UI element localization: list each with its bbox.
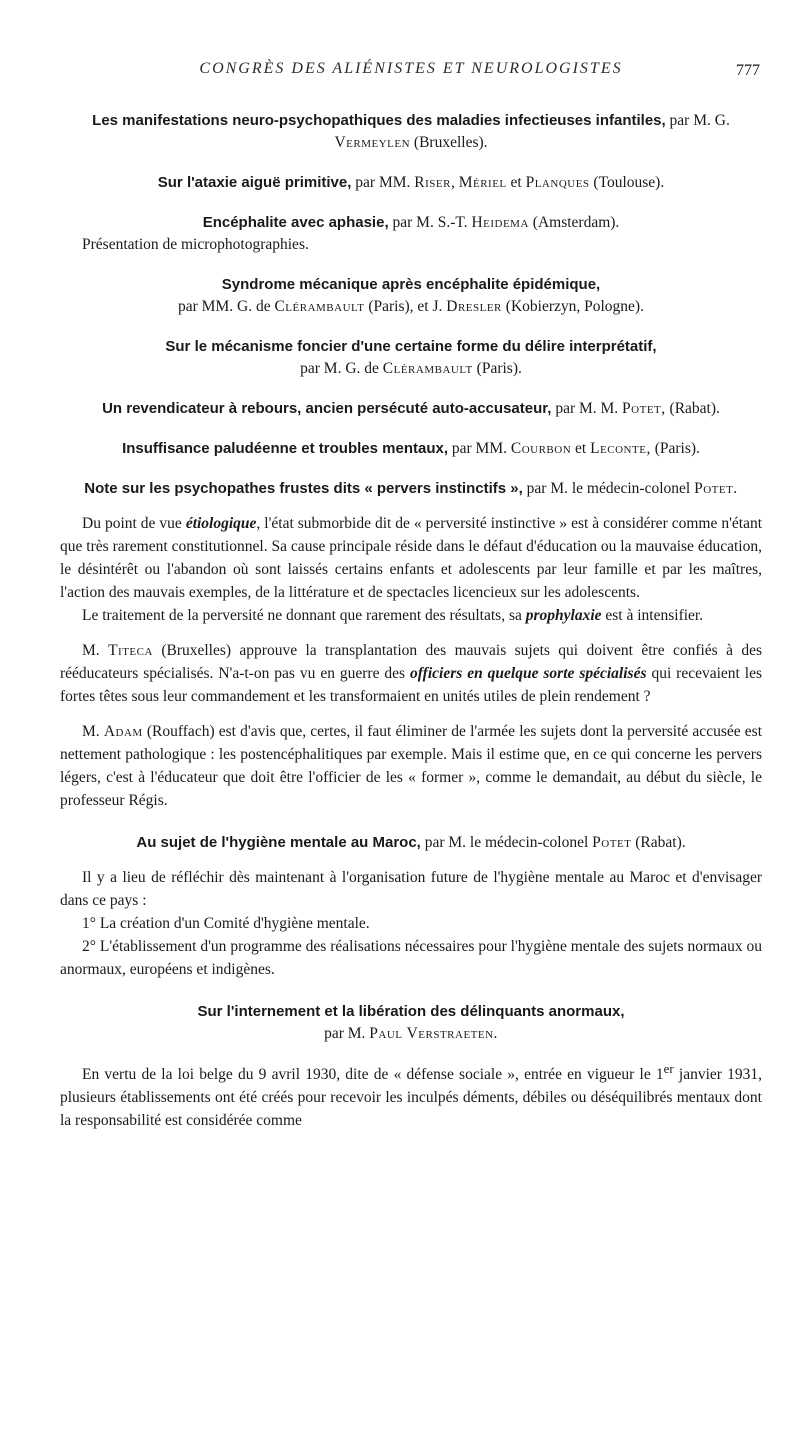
paragraph: Il y a lieu de réfléchir dès maintenant à l'organisation future de l'hygiène mentale au Maroc et d'envisager dans ce pays :: [60, 869, 762, 909]
emphasis: officiers en quelque sorte spécialisés: [410, 665, 647, 682]
entry-author: Mériel: [458, 174, 507, 191]
list-item: 2° L'établissement d'un programme des réalisations nécessaires pour l'hygiène mentale des sujets normaux ou anormaux, européens et indigènes.: [60, 938, 762, 978]
text-run: janvier 1931, plusieurs établissements ont été créés pour recevoir les inculpés déments, débiles ou déséquilibrés mentaux dont la responsabilité est considérée comme: [60, 1066, 762, 1130]
person-name: Régis.: [128, 792, 168, 809]
communication-entry: [60, 438, 762, 460]
entry-by: par MM. G. de: [178, 298, 271, 315]
text-run: (Bruxelles) approuve la transplantation des mauvais sujets qui doivent être confiés à des rééducateurs spécialisés. N'a-t-on pas vu en guerre des: [60, 642, 763, 682]
communication-entry: [60, 110, 762, 154]
text-run: En vertu de la loi belge du 9 avril 1930, dite de « défense sociale », entrée en vigueur le 1: [82, 1066, 664, 1084]
entry-place: (Kobierzyn, Pologne).: [505, 298, 644, 315]
emphasis: étiologique: [185, 515, 257, 532]
text-run: Le traitement de la perversité ne donnant que rarement des résultats, sa: [82, 607, 522, 624]
entry-title: Sur l'internement et la libération des délinquants anormaux,: [197, 1003, 625, 1020]
person-name: Titeca: [108, 642, 153, 659]
entry-place: (Paris), et J.: [368, 298, 443, 315]
entry-by: par M. M.: [555, 400, 619, 417]
entry-author: Potet,: [622, 400, 666, 417]
communication-entry: [60, 832, 762, 854]
entry-by: par M. G.: [669, 112, 730, 129]
entry-by: par M. le médecin-colonel: [424, 834, 589, 851]
maroc-body: [60, 866, 762, 981]
pervers-discussion: [60, 512, 762, 812]
entry-author: Potet.: [694, 480, 738, 497]
entry-author: Potet: [592, 834, 632, 851]
entry-title: Note sur les psychopathes frustes dits « pervers instinctifs »,: [84, 480, 523, 497]
paragraph: [60, 1057, 762, 1132]
superscript: er: [663, 1061, 674, 1076]
paragraph: [60, 512, 762, 604]
person-name: Adam: [103, 723, 143, 740]
entry-author: Planques: [525, 174, 590, 191]
running-title: CONGRÈS DES ALIÉNISTES ET NEUROLOGISTES: [199, 60, 623, 77]
text-run: Du point de vue: [82, 515, 182, 532]
paragraph: [60, 639, 762, 708]
communication-entry: [60, 478, 762, 500]
entry-place: (Rabat).: [635, 834, 686, 851]
entry-title: Sur l'ataxie aiguë primitive,: [157, 174, 352, 191]
entry-author: Leconte,: [590, 440, 651, 457]
entry-title: Syndrome mécanique après encéphalite épidémique,: [221, 276, 601, 293]
text-run: M.: [82, 642, 100, 659]
entry-place: (Bruxelles).: [413, 134, 488, 151]
page-number: 777: [736, 62, 760, 79]
entry-by: par M. G. de: [300, 360, 379, 377]
entry-place: (Paris).: [476, 360, 522, 377]
entry-place: (Paris).: [654, 440, 700, 457]
entry-and: et: [575, 440, 587, 457]
communication-entry: [60, 398, 762, 420]
entry-title: Insuffisance paludéenne et troubles mentaux,: [122, 440, 448, 457]
entry-by: par M. S.-T.: [392, 214, 468, 231]
entry-author: Clérambault: [382, 360, 473, 377]
entry-and: et: [510, 174, 522, 191]
entry-place: (Toulouse).: [593, 174, 665, 191]
entry-author: Dresler: [446, 298, 502, 315]
text-run: , l'état submorbide dit de « perversité instinctive » est à considérer comme n'étant que très rarement constitutionnel. Sa cause principale réside dans le défaut d'éducation ou la mauvaise éducation, le désintérêt ou l'abandon où sont laissés certains enfants et adolescents par leur famille et par les maîtres, l'action des mauvais exemples, de la littérature et de spectacles licencieux sur les adolescents.: [60, 515, 763, 601]
page-header: [60, 56, 762, 92]
entry-title: Un revendicateur à rebours, ancien persécuté auto-accusateur,: [102, 400, 552, 417]
entry-author: Heidema: [471, 214, 529, 231]
communication-entry: Sur l'ataxie aiguë primitive, par MM. Riser, Mériel et Planques (Toulouse).: [157, 174, 665, 191]
entry-place: (Rabat).: [669, 400, 720, 417]
list-item: 1° La création d'un Comité d'hygiène mentale.: [82, 915, 370, 932]
entry-author: Courbon: [510, 440, 572, 457]
entry-by: par MM.: [451, 440, 507, 457]
communication-entry: [60, 1001, 762, 1045]
entry-by: par MM.: [355, 174, 411, 191]
entry-author: Vermeylen: [334, 134, 411, 151]
entry-by: par M.: [324, 1025, 366, 1042]
paragraph: [60, 604, 762, 627]
communication-entry: [60, 212, 762, 256]
entry-title: Les manifestations neuro-psychopathiques des maladies infectieuses infantiles,: [92, 112, 666, 129]
entry-by: par M. le médecin-colonel: [526, 480, 691, 497]
communication-entry: [60, 274, 762, 318]
emphasis: prophylaxie: [525, 607, 602, 624]
text-run: (Rouffach) est d'avis que, certes, il faut éliminer de l'armée les sujets dont la perversité accusée est nettement pathologique : les postencéphalitiques par exemple. Mais il estime que, en ce qui concerne les pervers légers, c'est à l'éducateur que doit être l'officier de les « former », comme le demandait, au début du siècle, le professeur: [60, 723, 762, 809]
entry-note: Présentation de microphotographies.: [82, 236, 309, 253]
text-run: est à intensifier.: [605, 607, 704, 624]
internement-body: [60, 1057, 762, 1132]
text-run: qui recevaient les fortes têtes sous leur commandement et les transformaient en unités utiles de plein rendement ?: [60, 665, 763, 705]
entry-title: Au sujet de l'hygiène mentale au Maroc,: [136, 834, 421, 851]
entry-author: Clérambault: [274, 298, 365, 315]
entry-place: (Amsterdam).: [532, 214, 620, 231]
entry-title: Encéphalite avec aphasie,: [202, 214, 389, 231]
communication-entry: [60, 336, 762, 380]
entry-title: Sur le mécanisme foncier d'une certaine forme du délire interprétatif,: [165, 338, 657, 355]
entry-author: Riser: [414, 174, 451, 191]
text-run: M.: [82, 723, 100, 740]
entry-author: Paul Verstraeten.: [369, 1025, 498, 1042]
paragraph: [60, 720, 762, 812]
